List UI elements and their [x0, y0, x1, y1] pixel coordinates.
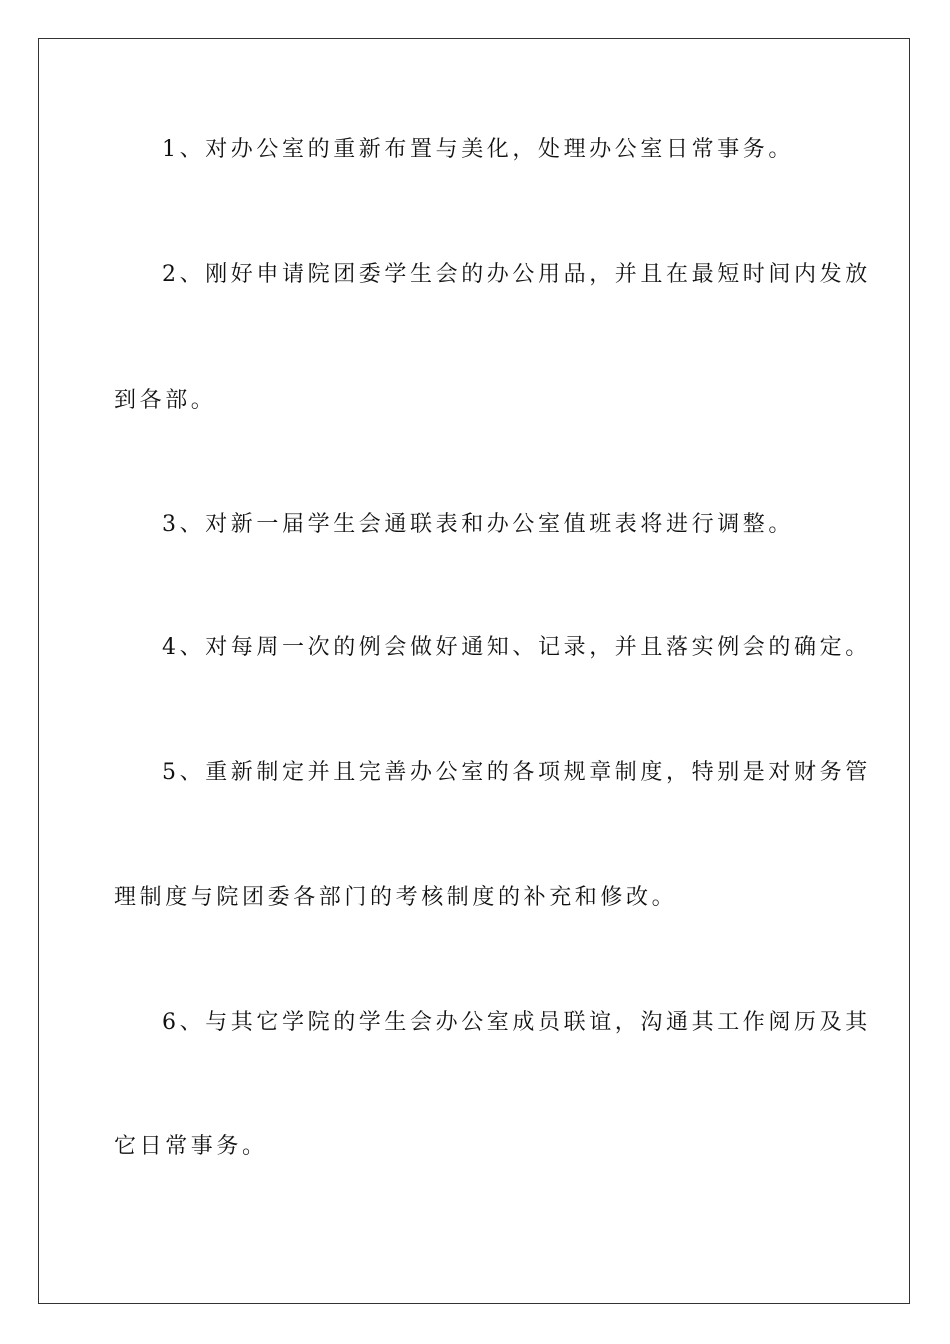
paragraph-1-line-1: 1、对办公室的重新布置与美化，处理办公室日常事务。 [162, 137, 794, 162]
paragraph-4-line-1: 4、对每周一次的例会做好通知、记录，并且落实例会的确定。 [162, 635, 871, 660]
paragraph-5-line-1: 5、重新制定并且完善办公室的各项规章制度，特别是对财务管 [162, 760, 871, 785]
paragraph-3-line-1: 3、对新一届学生会通联表和办公室值班表将进行调整。 [162, 512, 794, 537]
paragraph-2-line-1: 2、刚好申请院团委学生会的办公用品，并且在最短时间内发放 [162, 262, 871, 287]
paragraph-6-line-1: 6、与其它学院的学生会办公室成员联谊，沟通其工作阅历及其 [162, 1010, 871, 1035]
paragraph-2-line-2: 到各部。 [114, 388, 217, 413]
page-frame [38, 38, 910, 1304]
paragraph-6-line-2: 它日常事务。 [114, 1134, 268, 1159]
paragraph-5-line-2: 理制度与院团委各部门的考核制度的补充和修改。 [114, 885, 678, 910]
